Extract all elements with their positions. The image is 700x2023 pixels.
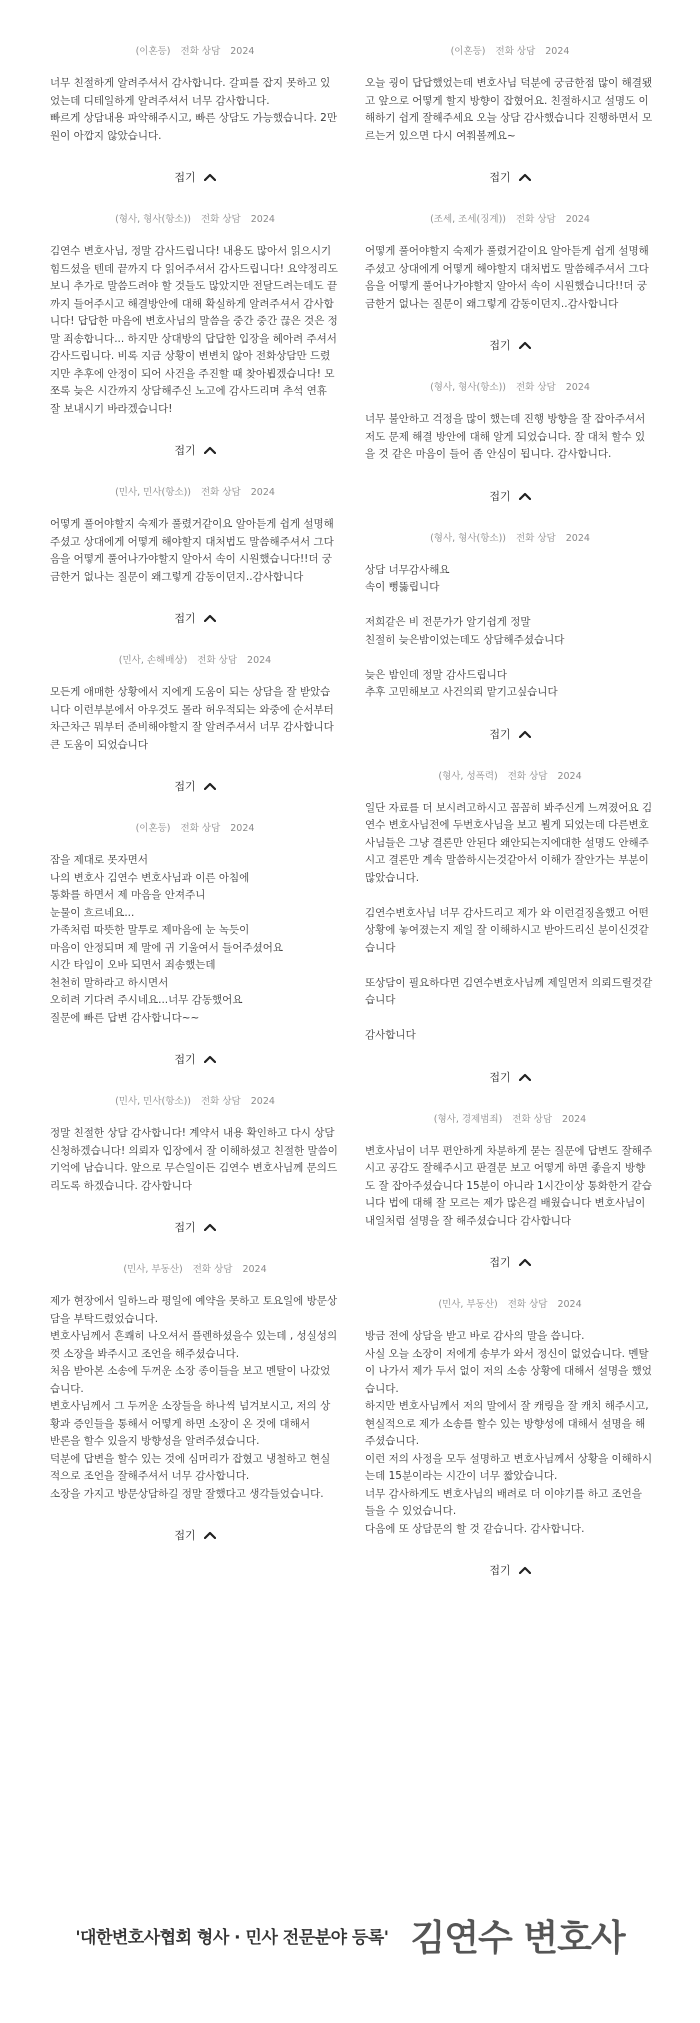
review-line: 가족처럼 따뜻한 말투로 제마음에 눈 녹듯이 xyxy=(50,924,250,936)
review-meta xyxy=(365,770,655,784)
review-line: 너무 감사하게도 변호사님의 배려로 더 이야기를 하고 조언을 들을 수 있었습니다. xyxy=(365,1487,642,1517)
review-line xyxy=(365,957,655,975)
review-line: 변호사님이 너무 편안하게 차분하게 묻는 질문에 답변도 잘해주시고 공감도 잘해주시고 판결문 보고 어떻게 하면 좋을지 방향도 잘 잡아주셨습니다 15분이 아니라 1시간이상 통화한거 같습니다 법에 대해 잘 모르는 제가 많은걸 배웠습니다 변호사님이 내일처럼 설명을 잘 해주셨습니다 감사합니다 xyxy=(365,1144,653,1227)
collapse-toggle[interactable] xyxy=(365,335,655,355)
collapse-toggle[interactable] xyxy=(365,1560,655,1580)
review-line: 잠을 제대로 못자면서 xyxy=(50,854,148,866)
review-line: 빠르게 상담내용 파악해주시고, 빠른 상담도 가능했습니다. 2만원이 아깝지 않았습니다. xyxy=(50,112,337,142)
collapse-label: 접기 xyxy=(174,612,196,625)
review-year: 2024 xyxy=(250,487,275,498)
review-text xyxy=(365,411,655,464)
review-line: 오히려 기다려 주시네요...너무 감동했어요 xyxy=(50,994,243,1006)
review-text xyxy=(50,684,340,754)
review-meta xyxy=(365,213,655,227)
review-category: (형사, 성폭력) xyxy=(438,770,498,782)
review-text xyxy=(50,1293,340,1503)
collapse-label: 접기 xyxy=(489,1256,511,1269)
chevron-up-icon xyxy=(204,1531,216,1539)
review-card xyxy=(50,822,340,1069)
collapse-label: 접기 xyxy=(174,444,196,457)
review-type: 전화 상담 xyxy=(507,1299,548,1310)
review-meta xyxy=(365,381,655,395)
collapse-toggle[interactable] xyxy=(50,167,340,187)
collapse-toggle[interactable] xyxy=(50,1217,340,1237)
collapse-label: 접기 xyxy=(489,339,511,352)
footer-tagline: '대한변호사협회 형사 · 민사 전문분야 등록' xyxy=(75,1927,389,1948)
collapse-label: 접기 xyxy=(174,1529,196,1542)
review-meta xyxy=(365,1113,655,1127)
review-category: (조세, 조세(징계)) xyxy=(430,214,506,225)
review-meta xyxy=(50,654,340,668)
chevron-up-icon xyxy=(204,446,216,454)
review-type: 전화 상담 xyxy=(201,487,241,498)
review-meta xyxy=(50,486,340,500)
review-line xyxy=(365,597,655,615)
review-line: 소장을 가지고 방문상담하길 정말 잘했다고 생각들었습니다. xyxy=(50,1487,324,1500)
review-type: 전화 상담 xyxy=(197,655,238,666)
review-line: 천천히 말하라고 하시면서 xyxy=(50,976,169,989)
review-category: (민사, 민사(항소)) xyxy=(115,487,191,498)
chevron-up-icon xyxy=(519,1258,531,1266)
review-card xyxy=(365,770,655,1087)
review-category: (민사, 손해배상) xyxy=(118,655,188,666)
review-category: (형사, 형사(항소)) xyxy=(430,532,506,544)
collapse-toggle[interactable] xyxy=(50,608,340,628)
review-meta xyxy=(50,1263,340,1277)
review-year: 2024 xyxy=(242,1264,267,1275)
collapse-label: 접기 xyxy=(174,780,196,793)
review-line: 김연수 변호사님, 정말 감사드립니다! 내용도 많아서 읽으시기 힘드셨을 텐데 끝까지 다 읽어주셔서 감사드립니다! 요약정리도 보니 추가로 말씀드려야 할 것들도 많았지만 전달드려는데도 끝까지 들어주시고 해결방안에 대해 확실하게 알려주셔서 감사합니다! 답답한 마음에 변호사님의 말씀을 중간 중간 끊은 것은 정말 죄송합니다... 하지만 상대방의 답답한 입장을 헤아려 주셔서 감사드립니다. 비록 지금 상황이 변변치 않아 전화상담만 드렸지만 추후에 안정이 되어 사건을 주진할 때 찾아뵙겠습니다! 모쪼록 늦은 시간까지 상담해주신 노고에 감사드리며 추석 연휴 잘 보내시기 바라겠습니다! xyxy=(50,245,338,415)
review-year: 2024 xyxy=(562,1113,587,1125)
collapse-label: 접기 xyxy=(174,171,196,184)
collapse-label: 접기 xyxy=(489,171,511,184)
review-category: (이혼등) xyxy=(135,823,171,834)
review-line: 제가 현장에서 일하느라 평일에 예약을 못하고 토요일에 방문상담을 부탁드렸었습니다. xyxy=(50,1295,338,1325)
review-text xyxy=(50,516,340,586)
collapse-toggle[interactable] xyxy=(365,1252,655,1272)
review-line: 추후 고민해보고 사건의뢰 맡기고싶습니다 xyxy=(365,686,558,698)
review-meta xyxy=(50,45,340,59)
review-meta xyxy=(365,45,655,59)
footer-banner xyxy=(0,1900,700,1970)
review-type: 전화 상담 xyxy=(495,46,536,57)
review-category: (민사, 부동산) xyxy=(438,1299,498,1310)
review-category: (민사, 부동산) xyxy=(123,1264,183,1275)
collapse-toggle[interactable] xyxy=(50,440,340,460)
review-type: 전화 상담 xyxy=(516,382,556,393)
chevron-up-icon xyxy=(204,1055,216,1063)
review-line: 나의 변호사 김연수 변호사님과 이른 아침에 xyxy=(50,871,250,884)
review-card xyxy=(50,1095,340,1237)
collapse-label: 접기 xyxy=(489,727,511,741)
review-type: 전화 상담 xyxy=(201,214,241,225)
review-card xyxy=(365,45,655,187)
review-text xyxy=(50,852,340,1027)
review-text xyxy=(365,75,655,145)
chevron-up-icon xyxy=(519,730,531,738)
collapse-label: 접기 xyxy=(174,1053,196,1066)
review-text xyxy=(50,75,340,145)
collapse-toggle[interactable] xyxy=(365,167,655,187)
review-line: 이런 저의 사정을 모두 설명하고 변호사님께서 상황을 이해하시는데 15분이라는 시간이 너무 짧았습니다. xyxy=(365,1452,653,1482)
collapse-toggle[interactable] xyxy=(50,1525,340,1545)
review-line: 일단 자료를 더 보시려고하시고 꼼꼼히 봐주신게 느껴졌어요 김연수 변호사님전에 두번호사님을 보고 뵐게 되었는데 다른변호사님들은 그냥 결론만 안된다 왜안되는지에대한 설명도 안해주시고 결론만 계속 말씀하시는것같아서 이해가 잘안가는 부분이 많았습니다. xyxy=(365,801,653,884)
review-text xyxy=(50,243,340,418)
review-line: 또상담이 필요하다면 김연수변호사님께 제일먼저 의뢰드릴것같습니다 xyxy=(365,976,653,1006)
review-line: 저희같은 비 전문가가 알기쉽게 정말 xyxy=(365,616,531,628)
collapse-toggle[interactable] xyxy=(365,1067,655,1087)
review-line: 너무 불안하고 걱정을 많이 했는데 진행 방향을 잘 잡아주셔서 저도 문제 해결 방안에 대해 알게 되었습니다. 잘 대처 할수 있을 것 같은 마음이 들어 좀 안심이 됩니다. 감사합니다. xyxy=(365,413,646,460)
review-line: 감사합니다 xyxy=(365,1029,416,1041)
review-type: 전화 상담 xyxy=(516,214,556,225)
review-year: 2024 xyxy=(230,46,255,57)
review-line: 변호사님께서 흔쾌히 나오셔서 플렌하셨을수 있는데 , 성실성의껏 소장을 봐주시고 조언을 해주셨습니다. xyxy=(50,1330,338,1360)
review-line: 질문에 빠른 답변 감사합니다~~ xyxy=(50,1011,200,1024)
review-line xyxy=(365,649,655,667)
review-line: 덕분에 답변을 할수 있는 것에 심머리가 잡혔고 냉철하고 현실적으로 조언을 잘해주셔서 너무 감사합니다. xyxy=(50,1452,331,1482)
review-line: 다음에 또 상담문의 할 것 같습니다. 감사합니다. xyxy=(365,1522,585,1535)
review-line xyxy=(365,1010,655,1028)
review-type: 전화 상담 xyxy=(512,1113,553,1125)
collapse-label: 접기 xyxy=(489,1564,511,1577)
review-type: 전화 상담 xyxy=(507,770,548,782)
chevron-up-icon xyxy=(204,173,216,181)
review-line: 늦은 밤인데 정말 감사드립니다 xyxy=(365,668,507,681)
collapse-label: 접기 xyxy=(489,1070,511,1084)
review-year: 2024 xyxy=(545,46,570,57)
review-year: 2024 xyxy=(247,655,272,666)
review-text xyxy=(365,800,655,1045)
review-type: 전화 상담 xyxy=(192,1264,233,1275)
review-category: (형사, 형사(항소)) xyxy=(430,382,506,393)
review-line: 어떻게 풀어야할지 숙제가 풀렸거같이요 알아듣게 쉽게 설명해주셨고 상대에게 어떻게 해야할지 대처법도 말씀해주셔서 그다음을 어떻게 풀어나가야할지 알아서 속이 시원했습니다!!더 궁금한거 없나는 질문이 왜그렇게 감동이던지..감사합니다 xyxy=(50,518,334,583)
review-category: (민사, 민사(항소)) xyxy=(115,1096,191,1107)
review-card xyxy=(365,213,655,355)
review-text xyxy=(365,562,655,702)
review-line: 눈물이 흐르네요... xyxy=(50,906,135,919)
review-column-left xyxy=(50,45,340,1571)
review-year: 2024 xyxy=(565,382,590,393)
lawyer-name-logo: 김연수 변호사 xyxy=(410,1917,625,1959)
review-line: 모든게 애매한 상황에서 지에게 도움이 되는 상담을 잘 받았습니다 이런부분에서 아우것도 몰라 허우적되는 와중에 순서부터 차근차근 뭐부터 준비해야할지 잘 알려주셔서 너무 감사합니다 큰 도움이 되었습니다 xyxy=(50,686,334,751)
review-category: (형사, 경제범죄) xyxy=(433,1113,503,1125)
review-type: 전화 상담 xyxy=(516,532,556,544)
review-text xyxy=(365,1328,655,1538)
review-card xyxy=(365,1298,655,1580)
review-type: 전화 상담 xyxy=(180,46,221,57)
review-line: 오늘 굉이 답답했었는데 변호사님 덕분에 궁금한점 많이 해결됐고 앞으로 어떻게 할지 방향이 잡혔어요. 친절하시고 설명도 이해하기 쉽게 잘해주세요 오늘 상담 감사했습니다 진행하면서 모르는거 있으면 다시 여쭤볼께요~ xyxy=(365,77,653,142)
review-line: 방금 전에 상담을 받고 바로 감사의 말을 씁니다. xyxy=(365,1330,585,1342)
collapse-toggle[interactable] xyxy=(365,486,655,506)
review-column-right xyxy=(365,45,655,1606)
review-line: 친절히 늦은밤이었는데도 상담해주셨습니다 xyxy=(365,633,565,646)
review-line: 시간 타임이 오바 되면서 죄송했는데 xyxy=(50,959,216,971)
chevron-up-icon xyxy=(519,173,531,181)
review-year: 2024 xyxy=(557,1299,582,1310)
review-line: 사실 오늘 소장이 저에게 송부가 와서 정신이 없었습니다. 멘탈이 나가서 제가 두서 없이 저의 소송 상황에 대해서 설명을 했었습니다. xyxy=(365,1347,652,1395)
review-line: 변호사님께서 그 두꺼운 소장들을 하나씩 넘겨보시고, 저의 상황과 증인들을 통해서 어떻게 하면 소장이 온 것에 대해서 xyxy=(50,1400,331,1430)
collapse-toggle[interactable] xyxy=(50,776,340,796)
review-category: (이혼등) xyxy=(450,46,486,57)
review-meta xyxy=(50,213,340,227)
collapse-toggle[interactable] xyxy=(50,1049,340,1069)
review-type: 전화 상담 xyxy=(180,823,221,834)
review-text xyxy=(365,1143,655,1231)
collapse-label: 접기 xyxy=(489,489,511,503)
review-card xyxy=(365,532,655,744)
review-year: 2024 xyxy=(250,1096,275,1107)
review-year: 2024 xyxy=(565,214,590,225)
review-year: 2024 xyxy=(557,770,582,782)
review-line: 너무 친절하게 알려주셔서 감사합니다. 갈피를 잡지 못하고 있었는데 디테일하게 알려주셔서 너무 감사합니다. xyxy=(50,77,331,107)
review-line: 처음 받아본 소송에 두꺼운 소장 종이들을 보고 멘탈이 나갔었습니다. xyxy=(50,1365,331,1395)
review-line: 속이 뻥뚫립니다 xyxy=(365,581,440,593)
review-card xyxy=(365,1113,655,1273)
review-line: 마음이 안정되며 제 말에 귀 기울여서 들어주셨어요 xyxy=(50,941,284,954)
chevron-up-icon xyxy=(519,341,531,349)
review-card xyxy=(50,45,340,187)
review-line: 어떻게 풀어야할지 숙제가 풀렸거같이요 알아듣게 쉽게 설명해주셨고 상대에게 어떻게 해야할지 대처법도 말씀해주셔서 그다음을 어떻게 풀어나가야할지 알아서 속이 시원했습니다!!더 궁금한거 없나는 질문이 왜그렇게 감동이던지..감사합니다 xyxy=(365,245,649,310)
review-line: 하지만 변호사님께서 저의 말에서 잘 캐링을 잘 캐치 해주시고, 현실적으로 제가 소송를 할수 있는 방향성에 대해서 설명을 해주셨습니다. xyxy=(365,1400,649,1447)
review-meta xyxy=(50,822,340,836)
review-line: 정말 친절한 상담 감사합니다! 계약서 내용 확인하고 다시 상담 신청하겠습니다! 의뢰자 입장에서 잘 이해하셨고 친절한 말씀이 기억에 남습니다. 앞으로 무슨일이든 김연수 변호사님께 문의드리도록 하겠습니다. 감사합니다 xyxy=(50,1127,338,1192)
review-card xyxy=(50,1263,340,1545)
review-category: (이혼등) xyxy=(135,46,171,57)
chevron-up-icon xyxy=(204,1223,216,1231)
chevron-up-icon xyxy=(519,492,531,500)
collapse-toggle[interactable] xyxy=(365,724,655,744)
review-line: 반론을 할수 있을지 방향성을 알려주셨습니다. xyxy=(50,1435,260,1447)
chevron-up-icon xyxy=(519,1566,531,1574)
review-card xyxy=(50,486,340,628)
review-line: 상담 너무감사해요 xyxy=(365,563,450,576)
review-type: 전화 상담 xyxy=(201,1096,241,1107)
review-meta xyxy=(50,1095,340,1109)
chevron-up-icon xyxy=(204,782,216,790)
review-meta xyxy=(365,532,655,546)
review-year: 2024 xyxy=(565,532,590,544)
review-card xyxy=(50,213,340,460)
review-line xyxy=(365,887,655,905)
review-year: 2024 xyxy=(250,214,275,225)
chevron-up-icon xyxy=(204,614,216,622)
review-text xyxy=(365,243,655,313)
review-text xyxy=(50,1125,340,1195)
review-card xyxy=(365,381,655,506)
review-line: 김연수변호사님 너무 감사드리고 제가 와 이런걸징올했고 어떤 상황에 놓여졌는지 제일 잘 이해하시고 받아드리신 분이신것같습니다 xyxy=(365,906,649,954)
review-meta xyxy=(365,1298,655,1312)
collapse-label: 접기 xyxy=(174,1221,196,1234)
review-year: 2024 xyxy=(230,823,255,834)
chevron-up-icon xyxy=(519,1073,531,1081)
review-card xyxy=(50,654,340,796)
review-category: (형사, 형사(항소)) xyxy=(115,214,191,225)
review-line: 통화를 하면서 제 마음을 안져주니 xyxy=(50,889,206,901)
